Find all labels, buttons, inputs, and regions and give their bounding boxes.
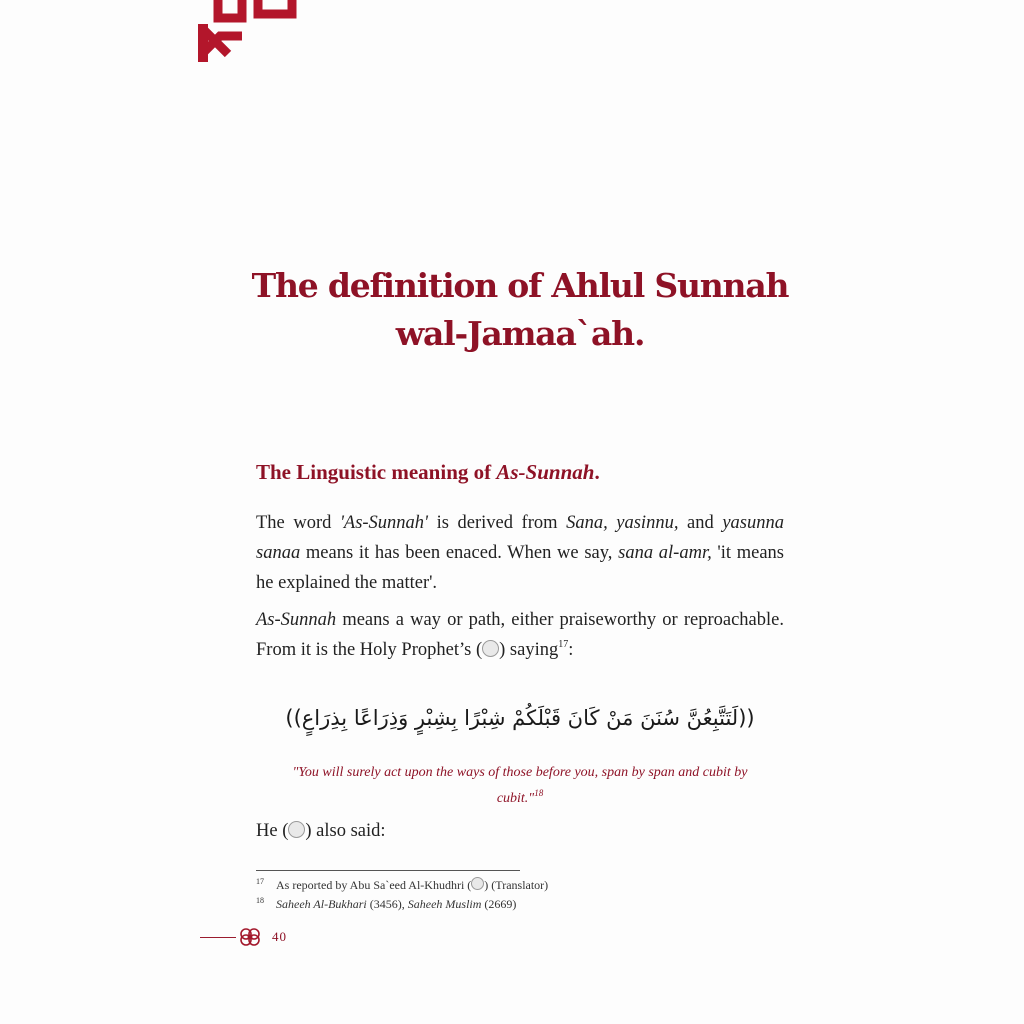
paragraph-sunnah-meaning bbox=[256, 605, 784, 665]
companion-seal-icon bbox=[471, 877, 484, 890]
footnotes-list bbox=[256, 876, 784, 914]
footer-rule bbox=[200, 937, 236, 938]
text-run: ) also said: bbox=[305, 821, 386, 841]
hadith-arabic-text: ((لَتَتَّبِعُنَّ سُنَنَ مَنْ كَانَ قَبْلَكُمْ شِبْرًا بِشِبْرٍ وَذِرَاعًا بِذِرَاعٍ)) bbox=[285, 706, 755, 730]
hadith-translation bbox=[270, 760, 770, 812]
text-run: : bbox=[568, 640, 574, 660]
paragraph-also-said bbox=[256, 816, 386, 846]
footnote-ref-18[interactable]: 18 bbox=[534, 788, 544, 798]
text-run: ) saying bbox=[499, 640, 559, 660]
footnote-number: 17 bbox=[256, 877, 264, 886]
text-run: (3456), bbox=[366, 897, 408, 911]
page-footer bbox=[200, 926, 287, 948]
text-run: The word bbox=[256, 513, 340, 533]
text-run: means a way or path, either praiseworthy or reproachable. From it is the Holy Prophet’s ( bbox=[256, 610, 784, 660]
footnote-number: 18 bbox=[256, 896, 264, 905]
italic-term: As-Sunnah bbox=[256, 610, 337, 630]
italic-term: yasunna sanaa bbox=[256, 513, 784, 563]
text-run: 'it means he explained the matter'. bbox=[256, 543, 784, 593]
italic-term: Saheeh Muslim bbox=[407, 897, 482, 911]
text-run: is derived from bbox=[428, 513, 567, 533]
salutation-seal-icon bbox=[482, 640, 499, 657]
section-heading-term: As-Sunnah bbox=[496, 460, 595, 484]
chapter-title bbox=[200, 262, 840, 358]
footnote-ref-17[interactable]: 17 bbox=[558, 639, 569, 650]
footnote-item bbox=[256, 895, 784, 914]
page-number: 40 bbox=[272, 929, 287, 944]
footnote-text bbox=[276, 876, 548, 895]
text-run: As reported by Abu Sa`eed Al-Khudhri ( bbox=[276, 878, 472, 892]
text-run: ) (Translator) bbox=[484, 878, 549, 892]
section-heading-prefix: The Linguistic meaning of bbox=[256, 460, 497, 484]
translation-text: "You will surely act upon the ways of those before you, span by span and cubit by cubit." bbox=[292, 765, 748, 806]
footnote-divider bbox=[256, 870, 520, 871]
italic-term: 'As-Sunnah' bbox=[339, 513, 429, 533]
chapter-title-line-1: The definition of Ahlul Sunnah bbox=[251, 266, 789, 305]
text-run: means it has been enaced. When we say, bbox=[300, 543, 619, 563]
text-run: and bbox=[678, 513, 723, 533]
chapter-title-line-2: wal-Jamaa`ah. bbox=[395, 314, 645, 353]
knot-ornament-icon bbox=[238, 926, 262, 948]
footnote-item bbox=[256, 876, 784, 895]
paragraph-word-derivation bbox=[256, 508, 784, 598]
text-run: He ( bbox=[256, 821, 289, 841]
salutation-seal-icon bbox=[288, 821, 305, 838]
corner-ornament-icon bbox=[198, 0, 298, 62]
footnote-text bbox=[276, 895, 516, 914]
italic-term: Sana, yasinnu, bbox=[566, 513, 679, 533]
section-heading bbox=[256, 458, 600, 486]
text-run: (2669) bbox=[481, 897, 517, 911]
section-heading-suffix: . bbox=[594, 460, 600, 484]
italic-term: sana al-amr, bbox=[618, 543, 712, 563]
italic-term: Saheeh Al-Bukhari bbox=[276, 897, 367, 911]
